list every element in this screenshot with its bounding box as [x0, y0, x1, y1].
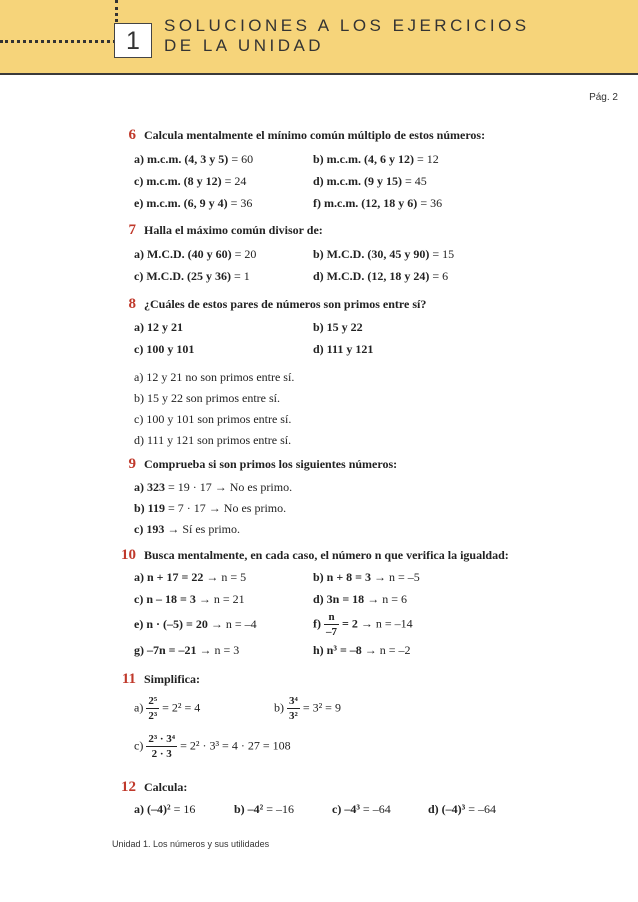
item-d: d) (–4)³ = –64: [428, 802, 497, 816]
item-a: a) (–4)² = 16: [134, 802, 196, 816]
item-d: d) 3n = 18 → n = 6: [313, 592, 407, 606]
item-c: c) n – 18 = 3 → n = 21: [134, 592, 245, 606]
answer-b: b) 15 y 22 son primos entre sí.: [134, 391, 280, 405]
item-c: c) $\frac{\text{2³ · 3⁴}}{2 \cdot 3}$ = 2² · 3³ = 4 · 27 = 108: [134, 733, 291, 760]
exercise-number: 7: [128, 222, 136, 238]
title-line-2: DE LA UNIDAD: [164, 36, 325, 55]
exercise-statement: Simplifica:: [144, 672, 200, 686]
item-b: b) n + 8 = 3 → n = –5: [313, 570, 420, 584]
exercise-statement: Calcula mentalmente el mínimo común múltiplo de estos números:: [144, 128, 486, 142]
item-c: c) m.c.m. (8 y 12) = 24: [134, 174, 247, 188]
exercise-number: 11: [121, 671, 136, 687]
answer-c: c) 100 y 101 son primos entre sí.: [134, 412, 292, 426]
page-number: Pág. 2: [589, 92, 618, 103]
item-b: b) –4² = –16: [234, 802, 295, 816]
answer-d: d) 111 y 121 son primos entre sí.: [134, 433, 292, 447]
exercise-number: 8: [128, 296, 136, 312]
item-a: a) m.c.m. (4, 3 y 5) = 60: [134, 152, 254, 166]
fraction: $\frac{\text{2⁵}}{\text{2³}}$: [148, 695, 158, 722]
exercise-statement: Busca mentalmente, en cada caso, el número n que verifica la igualdad:: [144, 548, 509, 562]
item-d: d) m.c.m. (9 y 15) = 45: [313, 174, 427, 188]
fraction: $\frac{\text{2³ · 3⁴}}{2 \cdot 3}$: [148, 733, 176, 760]
exercise-statement: ¿Cuáles de estos pares de números son primos entre sí?: [144, 297, 427, 311]
item-e: e) m.c.m. (6, 9 y 4) = 36: [134, 196, 253, 210]
item-a: a) 12 y 21: [134, 320, 183, 334]
item-c: c) 193 → Sí es primo.: [134, 522, 240, 536]
item-a: a) n + 17 = 22 → n = 5: [134, 570, 247, 584]
footer: Unidad 1. Los números y sus utilidades: [112, 839, 270, 849]
item-a: a) M.C.D. (40 y 60) = 20: [134, 247, 257, 261]
answer-a: a) 12 y 21 no son primos entre sí.: [134, 370, 295, 384]
exercise-statement: Comprueba si son primos los siguientes números:: [144, 457, 398, 471]
item-f: f) $\frac{n}{-7}$ = 2 → n = –14: [313, 611, 413, 638]
item-e: e) n · (–5) = 20 → n = –4: [134, 617, 257, 631]
exercise-number: 6: [128, 127, 136, 143]
page-title: [164, 16, 530, 56]
item-h: h) n³ = –8 → n = –2: [313, 643, 411, 657]
exercise-statement: Calcula:: [144, 780, 188, 794]
unit-number: 1: [114, 23, 152, 58]
item-a: a) $\frac{\text{2⁵}}{\text{2³}}$ = 2² = 4: [134, 695, 201, 722]
exercise-number: 9: [128, 456, 136, 472]
title-line-1: SOLUCIONES A LOS EJERCICIOS: [164, 16, 530, 35]
item-b: b) $\frac{\text{3⁴}}{\text{3²}}$ = 3² = 9: [274, 695, 341, 722]
item-b: b) m.c.m. (4, 6 y 12) = 12: [313, 152, 439, 166]
item-g: g) –7n = –21 → n = 3: [134, 643, 240, 657]
item-b: b) 119 = 7 · 17 → No es primo.: [134, 501, 287, 515]
item-d: d) M.C.D. (12, 18 y 24) = 6: [313, 269, 449, 283]
item-a: a) 323 = 19 · 17 → No es primo.: [134, 480, 293, 494]
exercise-number: 12: [121, 779, 136, 795]
item-b: b) 15 y 22: [313, 320, 363, 334]
item-d: d) 111 y 121: [313, 342, 374, 356]
exercise-number: 10: [121, 547, 136, 563]
item-c: c) M.C.D. (25 y 36) = 1: [134, 269, 250, 283]
exercise-statement: Halla el máximo común divisor de:: [144, 223, 323, 237]
item-f: f) m.c.m. (12, 18 y 6) = 36: [313, 196, 443, 210]
item-c: c) 100 y 101: [134, 342, 195, 356]
fraction: $\frac{n}{-7}$: [326, 611, 337, 638]
item-b: b) M.C.D. (30, 45 y 90) = 15: [313, 247, 455, 261]
item-c: c) –4³ = –64: [332, 802, 391, 816]
fraction: $\frac{\text{3⁴}}{\text{3²}}$: [289, 695, 298, 722]
dotted-rule-horizontal: [0, 40, 116, 43]
